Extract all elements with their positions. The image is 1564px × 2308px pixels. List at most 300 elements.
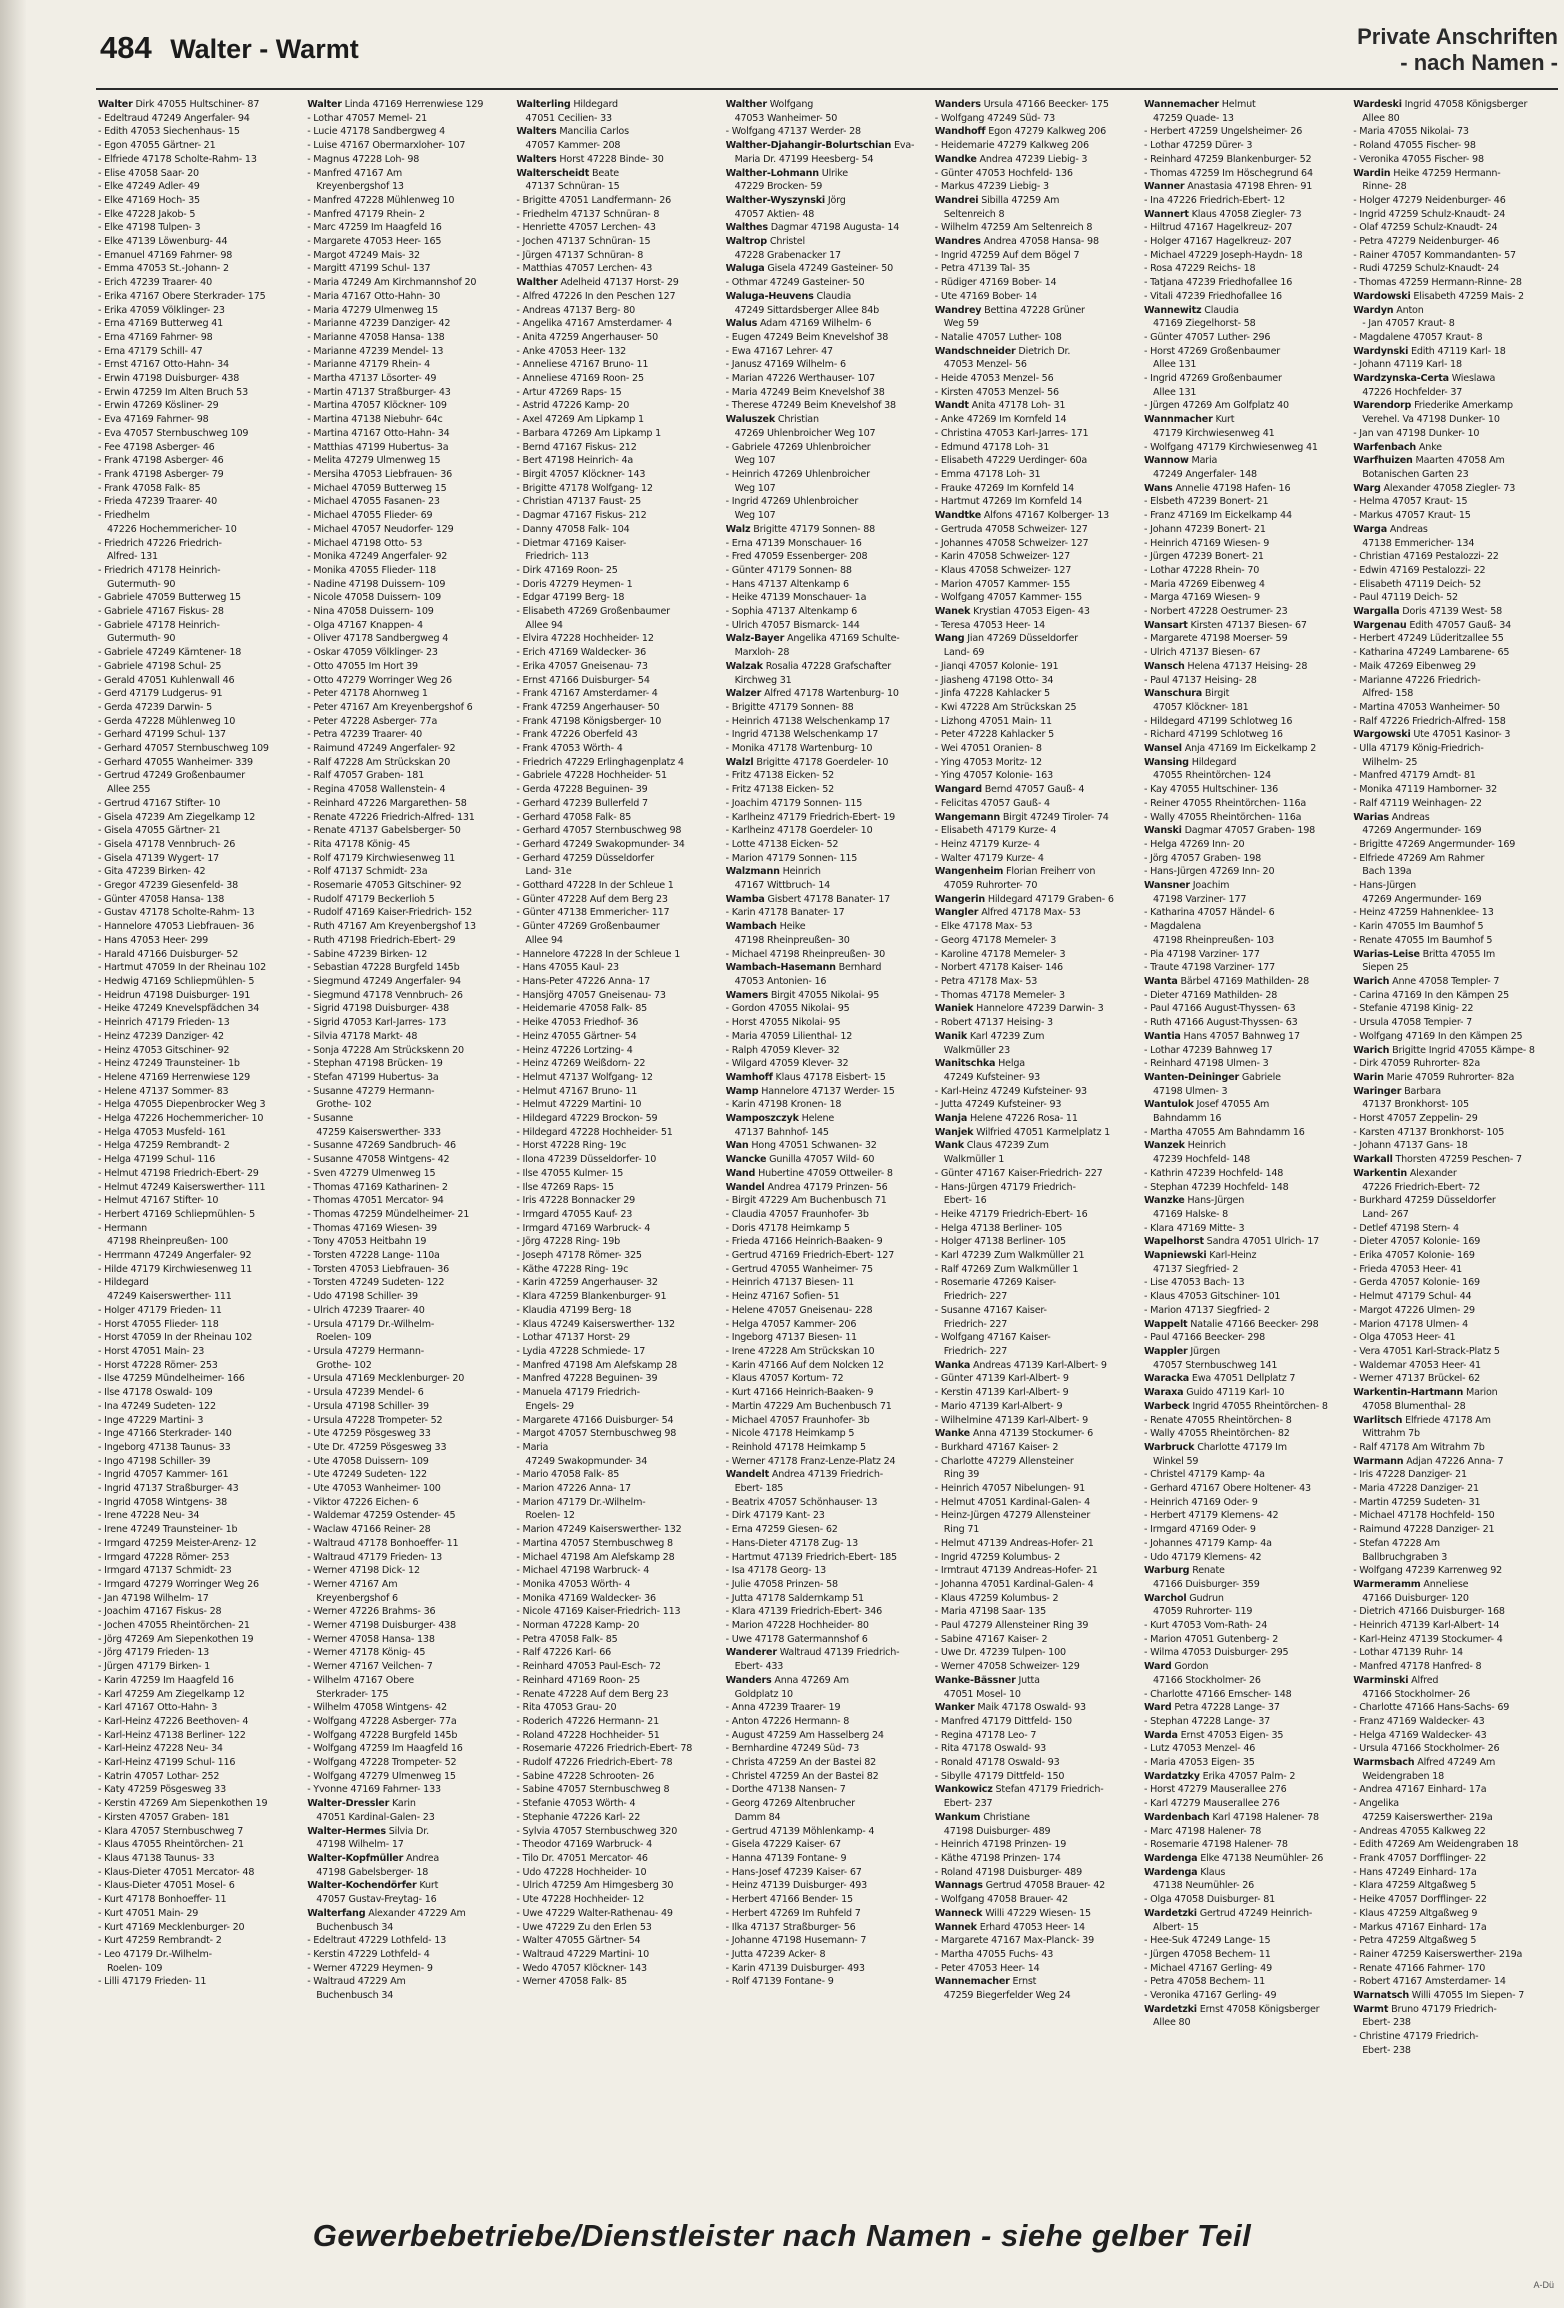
entry-text: - Michael 47198 Rheinpreußen- 30 (725, 948, 886, 960)
entry-text: - Herbert 47179 Klemens- 42 (1144, 1510, 1279, 1522)
listing-entry (98, 1427, 306, 1441)
surname: Walther-Lohmann (725, 167, 819, 179)
entry-text: - Marc 47198 Halener- 78 (1144, 1825, 1262, 1837)
entry-text: - Gisela 47055 Gärtner- 21 (98, 825, 221, 837)
entry-text: - Monika 47249 Angerfaler- 92 (307, 551, 448, 563)
listing-entry (307, 893, 515, 907)
listing-entry (726, 1263, 934, 1277)
entry-continuation (935, 1153, 1143, 1167)
directory-column-7 (1353, 98, 1560, 2210)
entry-text: 47137 Bronkhorst- 105 (1362, 1099, 1469, 1111)
entry-text: Claudia (813, 290, 852, 302)
listing-entry (307, 920, 515, 934)
listing-entry (1144, 331, 1352, 345)
entry-continuation (726, 454, 934, 468)
listing-entry (1144, 1304, 1352, 1318)
listing-entry (726, 605, 934, 619)
entry-text: - Friedrich 47226 Friedrich- (98, 537, 222, 549)
entry-text: - Susanne 47279 Hermann- (307, 1085, 435, 1097)
listing-entry (726, 564, 934, 578)
entry-text: - Heinz 47259 Hahnenklee- 13 (1353, 907, 1494, 919)
surname: Wanten-Deininger (1144, 1071, 1240, 1083)
entry-continuation (307, 1126, 515, 1140)
entry-text: - Susanne 47058 Wintgens- 42 (307, 1154, 450, 1166)
entry-text: - Veronika 47167 Gerling- 49 (1144, 1990, 1277, 2002)
surname: Warkall (1353, 1154, 1393, 1166)
surname: Warmeramm (1353, 1578, 1421, 1590)
entry-continuation (1353, 1098, 1560, 1112)
entry-continuation (1353, 468, 1560, 482)
entry-text: - Reinhard 47226 Margarethen- 58 (307, 797, 467, 809)
listing-entry (935, 797, 1143, 811)
entry-text: - Ursula 47239 Mendel- 6 (307, 1387, 424, 1399)
surname: Warfhuizen (1353, 455, 1413, 467)
entry-text: Hannelore 47137 Werder- 15 (758, 1085, 895, 1097)
entry-text: - Wolfgang 47239 Karrenweg 92 (1353, 1565, 1503, 1577)
surname-entry (935, 125, 1143, 139)
surname: Warburg (1144, 1565, 1190, 1577)
listing-entry (935, 1934, 1143, 1948)
surname: Warbeck (1144, 1400, 1190, 1412)
entry-text: - Martina 47138 Niebuhr- 64c (307, 414, 443, 426)
entry-text: - Roland 47198 Duisburger- 489 (934, 1866, 1082, 1878)
entry-continuation (935, 1688, 1143, 1702)
listing-entry (935, 262, 1143, 276)
surname-entry (726, 139, 934, 153)
entry-text: - Tatjana 47239 Friedhofallee 16 (1144, 277, 1293, 289)
entry-text: Anna 47269 Am (771, 1674, 849, 1686)
listing-entry (307, 1729, 515, 1743)
listing-entry (1144, 276, 1352, 290)
listing-entry (1144, 961, 1352, 975)
entry-text: - Jörg 47269 Am Siepenkothen 19 (98, 1633, 254, 1645)
surname: Wardetzki (1144, 2003, 1197, 2015)
surname: Walterling (516, 99, 571, 110)
surname-entry (1353, 1674, 1560, 1688)
listing-entry (935, 372, 1143, 386)
entry-text: Jian 47269 Düsseldorfer (964, 633, 1078, 645)
listing-entry (516, 1879, 724, 1893)
listing-entry (726, 1797, 934, 1811)
entry-text: - Peter 47178 Ahornweg 1 (307, 688, 428, 700)
entry-text: 47138 Neumühler- 26 (1153, 1880, 1255, 1892)
entry-text: - Matthias 47199 Hubertus- 3a (307, 441, 449, 453)
listing-entry (726, 1893, 934, 1907)
entry-text: - Helga 47226 Hochemmericher- 10 (98, 1113, 264, 1125)
surname-entry (1353, 605, 1560, 619)
surname-entry (1353, 1386, 1560, 1400)
surname-entry (726, 1646, 934, 1660)
listing-entry (1144, 865, 1352, 879)
listing-entry (935, 1619, 1143, 1633)
entry-text: - Kurt 47166 Heinrich-Baaken- 9 (725, 1387, 874, 1399)
listing-entry (516, 1934, 724, 1948)
surname: Warkentin-Hartmann (1353, 1387, 1464, 1399)
entry-text: 47226 Friedrich-Ebert- 72 (1362, 1181, 1481, 1193)
entry-text: - Ingrid 47138 Welschenkamp 17 (725, 729, 879, 741)
surname-entry (1144, 1345, 1352, 1359)
entry-text: - Petra 47139 Tal- 35 (934, 263, 1031, 275)
entry-text: - Manfred 47228 Beguinen- 39 (516, 1373, 658, 1385)
surname: Wanzek (1144, 1140, 1185, 1152)
listing-entry (516, 537, 724, 551)
entry-text: - Karl-Heinz 47138 Berliner- 122 (98, 1729, 246, 1741)
entry-text: - Gerhard 47167 Obere Holtener- 43 (1144, 1483, 1311, 1495)
listing-entry (935, 482, 1143, 496)
listing-entry (726, 769, 934, 783)
page-number: 484 (100, 30, 152, 65)
listing-entry (935, 249, 1143, 263)
entry-text: - Detlef 47198 Stern- 4 (1353, 1222, 1459, 1234)
listing-entry (1353, 701, 1560, 715)
listing-entry (1144, 399, 1352, 413)
listing-entry (516, 1263, 724, 1277)
entry-text: - Frank 47198 Asberger- 46 (98, 455, 224, 467)
listing-entry (935, 1235, 1143, 1249)
listing-entry (516, 1030, 724, 1044)
listing-entry (1144, 1057, 1352, 1071)
entry-text: - Magnus 47228 Loh- 98 (307, 153, 420, 165)
listing-entry (516, 852, 724, 866)
surname-entry (1353, 304, 1560, 318)
entry-text: Alfred 47178 Wartenburg- 10 (761, 688, 899, 700)
listing-entry (516, 262, 724, 276)
surname-entry (726, 262, 934, 276)
listing-entry (726, 550, 934, 564)
listing-entry (98, 1057, 306, 1071)
listing-entry (307, 906, 515, 920)
entry-text: Birgit 47249 Tiroler- 74 (1000, 811, 1109, 823)
entry-text: - Traute 47198 Varziner- 177 (1144, 962, 1276, 974)
listing-entry (516, 1071, 724, 1085)
listing-entry (726, 906, 934, 920)
entry-text: - Johannes 47058 Schweizer- 127 (934, 537, 1089, 549)
entry-text: Alfred (1408, 1674, 1439, 1686)
surname: Wandrey (934, 304, 982, 316)
listing-entry (98, 1756, 306, 1770)
entry-text: Brigitte 47178 Goerdeler- 10 (753, 756, 889, 768)
listing-entry (726, 1359, 934, 1373)
directory-column-2 (307, 98, 515, 2210)
listing-entry (516, 399, 724, 413)
listing-entry (307, 674, 515, 688)
listing-entry (726, 1290, 934, 1304)
entry-text: - Paul 47166 Beecker- 298 (1144, 1332, 1266, 1344)
entry-continuation (1144, 1153, 1352, 1167)
entry-text: Sibilla 47259 Am (978, 194, 1060, 206)
entry-continuation (1144, 1455, 1352, 1469)
entry-text: - Stefan 47228 Am (1353, 1537, 1440, 1549)
entry-text: Dagmar 47057 Graben- 198 (1181, 825, 1316, 837)
entry-text: - Ingrid 47259 Auf dem Bögel 7 (934, 249, 1080, 261)
surname-entry (1144, 98, 1352, 112)
listing-entry (307, 961, 515, 975)
listing-entry (98, 290, 306, 304)
entry-text: Helmut (1218, 99, 1256, 110)
entry-text: - Klara 47139 Friedrich-Ebert- 346 (725, 1606, 883, 1618)
entry-text: - Raimund 47228 Danziger- 21 (1353, 1524, 1495, 1536)
surname: Wardenbach (1144, 1811, 1210, 1823)
listing-entry (1353, 1962, 1560, 1976)
listing-entry (516, 1975, 724, 1989)
entry-text: - Rita 47178 Oswald- 93 (934, 1743, 1047, 1755)
entry-text: - Monika 47169 Waldecker- 36 (516, 1592, 656, 1604)
listing-entry (935, 1729, 1143, 1743)
listing-entry (516, 1893, 724, 1907)
entry-text: - Wedo 47057 Klöckner- 143 (516, 1962, 647, 1974)
entry-text: - Marianne 47239 Danziger- 42 (307, 318, 451, 330)
entry-text: - Ute 47228 Hochheider- 12 (516, 1894, 645, 1906)
listing-entry (726, 1222, 934, 1236)
listing-entry (726, 1838, 934, 1852)
surname: Wannert (1144, 208, 1189, 220)
listing-entry (307, 1715, 515, 1729)
listing-entry (98, 1194, 306, 1208)
listing-entry (98, 1139, 306, 1153)
listing-entry (516, 632, 724, 646)
listing-entry (935, 454, 1143, 468)
entry-text: - Hartmut 47139 Friedrich-Ebert- 185 (725, 1551, 897, 1563)
entry-text: 47259 Biegerfelder Weg 24 (943, 1990, 1071, 2002)
entry-text: - Helga 47055 Diepenbrocker Weg 3 (98, 1099, 266, 1111)
listing-entry (1353, 852, 1560, 866)
entry-text: - Edmund 47178 Loh- 31 (934, 441, 1050, 453)
entry-text: - Helga 47199 Schul- 116 (98, 1154, 216, 1166)
listing-entry (307, 564, 515, 578)
listing-entry (516, 345, 724, 359)
entry-text: - Heinrich 47269 Uhlenbroicher (725, 468, 870, 480)
listing-entry (1144, 1427, 1352, 1441)
entry-text: - Hildegard 47228 Hochheider- 51 (516, 1126, 673, 1138)
entry-text: - Kathrin 47239 Hochfeld- 148 (1144, 1167, 1284, 1179)
listing-entry (98, 660, 306, 674)
entry-text: - Gisela 47229 Kaiser- 67 (725, 1839, 841, 1851)
surname: Wargenau (1353, 619, 1407, 631)
entry-text: - Teresa 47053 Heer- 14 (934, 619, 1046, 631)
entry-text: 47198 Wilhelm- 17 (316, 1839, 404, 1851)
entry-text: Gisbert 47178 Banater- 17 (764, 893, 891, 905)
listing-entry (1353, 1057, 1560, 1071)
entry-text: Alexander (1407, 1167, 1457, 1179)
listing-entry (1144, 509, 1352, 523)
listing-entry (1144, 1646, 1352, 1660)
entry-text: - Gita 47239 Birken- 42 (98, 866, 206, 878)
entry-text: - Manfred 47179 Arndt- 81 (1353, 770, 1476, 782)
listing-entry (935, 1098, 1143, 1112)
entry-text: - Gotthard 47228 In der Schleue 1 (516, 880, 674, 892)
entry-continuation (726, 249, 934, 263)
entry-text: 47198 Rheinpreußen- 103 (1153, 934, 1275, 946)
listing-entry (1353, 1318, 1560, 1332)
listing-entry (1144, 1276, 1352, 1290)
listing-entry (935, 728, 1143, 742)
entry-text: - Magdalena (1144, 921, 1202, 933)
entry-text: - Stephan 47228 Lange- 37 (1144, 1715, 1271, 1727)
entry-text: - Ina 47249 Sudeten- 122 (98, 1400, 216, 1412)
surname-entry (726, 893, 934, 907)
entry-text: - Erwin 47259 Im Alten Bruch 53 (98, 386, 248, 398)
entry-continuation (1353, 961, 1560, 975)
listing-entry (935, 1400, 1143, 1414)
entry-text: - Udo 47179 Klemens- 42 (1144, 1551, 1262, 1563)
listing-entry (307, 317, 515, 331)
listing-entry (726, 838, 934, 852)
entry-text: Ernst (1009, 1976, 1037, 1988)
entry-continuation (1144, 358, 1352, 372)
listing-entry (98, 345, 306, 359)
listing-entry (935, 1633, 1143, 1647)
surname: Wank (934, 1140, 964, 1152)
entry-text: - Elise 47058 Saar- 20 (98, 167, 199, 179)
listing-entry (307, 1441, 515, 1455)
entry-text: - Horst 47055 Nikolai- 95 (725, 1017, 841, 1029)
listing-entry (516, 1222, 724, 1236)
surname: Walter-Dressler (307, 1798, 390, 1810)
entry-text: - Jürgen 47179 Birken- 1 (98, 1661, 211, 1673)
listing-entry (516, 1592, 724, 1606)
entry-text: Weg 59 (943, 318, 979, 330)
listing-entry (516, 701, 724, 715)
listing-entry (98, 1797, 306, 1811)
entry-text: 47166 Stockholmer- 26 (1153, 1674, 1261, 1686)
listing-entry (307, 632, 515, 646)
entry-text: - Janusz 47169 Wilhelm- 6 (725, 359, 846, 371)
entry-text: - Karin 47055 Im Baumhof 5 (1353, 921, 1484, 933)
listing-entry (935, 920, 1143, 934)
listing-entry (935, 523, 1143, 537)
entry-continuation (935, 208, 1143, 222)
listing-entry (726, 852, 934, 866)
listing-entry (98, 1263, 306, 1277)
listing-entry (307, 427, 515, 441)
entry-text: - Elisabeth 47179 Kurze- 4 (934, 825, 1057, 837)
listing-entry (307, 249, 515, 263)
entry-text: 47138 Emmericher- 134 (1362, 537, 1475, 549)
entry-text: Barbara (1401, 1085, 1441, 1097)
entry-text: - Frieda 47053 Heer- 41 (1353, 1263, 1463, 1275)
surname: Wannemacher (1144, 99, 1219, 110)
surname: Wankum (934, 1811, 981, 1823)
entry-text: - Elisabeth 47269 Großenbaumer (516, 606, 670, 618)
entry-text: - Gertrud 47169 Friedrich-Ebert- 127 (725, 1250, 895, 1262)
surname-entry (726, 98, 934, 112)
entry-text: - Gisela 47178 Vennbruch- 26 (98, 838, 236, 850)
listing-entry (516, 1729, 724, 1743)
entry-continuation (726, 1482, 934, 1496)
listing-entry (935, 674, 1143, 688)
entry-continuation (1144, 468, 1352, 482)
entry-text: Andrea 47058 Hansa- 98 (980, 236, 1099, 248)
entry-text: - Marc 47259 Im Haagfeld 16 (307, 222, 442, 234)
entry-text: Grothe- 102 (316, 1359, 372, 1371)
surname-entry (1353, 1578, 1560, 1592)
entry-text: Land- 267 (1362, 1208, 1409, 1220)
entry-text: - Dorthe 47138 Nansen- 7 (725, 1784, 846, 1796)
listing-entry (98, 1372, 306, 1386)
entry-continuation (516, 619, 724, 633)
listing-entry (516, 1427, 724, 1441)
entry-text: - Gabriele 47198 Schul- 25 (98, 660, 222, 672)
entry-text: - Heinz 47226 Lortzing- 4 (516, 1044, 633, 1056)
entry-text: - Erwin 47269 Kösliner- 29 (98, 400, 219, 412)
listing-entry (1353, 1112, 1560, 1126)
entry-text: - Horst 47279 Mauserallee 276 (1144, 1784, 1287, 1796)
listing-entry (726, 1907, 934, 1921)
entry-continuation (726, 509, 934, 523)
entry-text: 47053 Menzel- 56 (943, 359, 1027, 371)
entry-text: - Ralf 47178 Am Witrahm 7b (1353, 1441, 1485, 1453)
entry-text: 47137 Siegfried- 2 (1153, 1263, 1239, 1275)
listing-entry (98, 879, 306, 893)
entry-text: - Irmgard 47279 Worringer Weg 26 (98, 1578, 259, 1590)
entry-text: - Klaus 47055 Rheintörchen- 21 (98, 1839, 244, 1851)
surname-entry (726, 413, 934, 427)
entry-text: - Martina 47057 Klöckner- 109 (307, 400, 447, 412)
listing-entry (516, 824, 724, 838)
listing-entry (307, 1468, 515, 1482)
entry-text: - Ursula 47058 Tempier- 7 (1353, 1017, 1472, 1029)
listing-entry (516, 1619, 724, 1633)
surname: Warlitsch (1353, 1414, 1403, 1426)
entry-text: - Gerhard 47239 Bullerfeld 7 (516, 797, 648, 809)
listing-entry (1144, 1551, 1352, 1565)
entry-text: - Rolf 47179 Kirchwiesenweg 11 (307, 852, 456, 864)
surname-entry (1144, 1866, 1352, 1880)
listing-entry (1144, 1181, 1352, 1195)
listing-entry (935, 578, 1143, 592)
entry-text: - Jörg 47228 Ring- 19b (516, 1236, 620, 1248)
listing-entry (1353, 742, 1560, 756)
listing-entry (98, 674, 306, 688)
entry-text: Anja 47169 Im Eickelkamp 2 (1181, 743, 1317, 755)
entry-text: - Jinfa 47228 Kahlacker 5 (934, 688, 1050, 700)
listing-entry (726, 1318, 934, 1332)
entry-text: Adam 47169 Wilhelm- 6 (757, 318, 872, 330)
listing-entry (726, 1427, 934, 1441)
listing-entry (98, 1701, 306, 1715)
listing-entry (516, 1605, 724, 1619)
listing-entry (98, 1345, 306, 1359)
entry-text: - Michael 47198 Warbruck- 4 (516, 1565, 650, 1577)
entry-text: - Klaus 47259 Altgaßweg 9 (1353, 1907, 1478, 1919)
listing-entry (307, 1044, 515, 1058)
listing-entry (1353, 235, 1560, 249)
entry-continuation (1353, 1181, 1560, 1195)
listing-entry (98, 1742, 306, 1756)
entry-continuation (726, 427, 934, 441)
entry-text: - Gertruda 47058 Schweizer- 127 (934, 523, 1088, 535)
listing-entry (726, 1605, 934, 1619)
entry-text: - Heike 47179 Friedrich-Ebert- 16 (934, 1208, 1088, 1220)
entry-text: - Sabine 47167 Kaiser- 2 (934, 1633, 1048, 1645)
section-title (1357, 24, 1558, 76)
entry-text: Heike (776, 921, 806, 933)
listing-entry (1144, 139, 1352, 153)
entry-text: - Hannelore 47228 In der Schleue 1 (516, 948, 681, 960)
entry-text: - Manfred 47228 Mühlenweg 10 (307, 194, 455, 206)
listing-entry (307, 125, 515, 139)
entry-text: Allee 94 (525, 934, 563, 946)
entry-text: - Stefan 47199 Hubertus- 3a (307, 1071, 439, 1083)
listing-entry (726, 1002, 934, 1016)
listing-entry (516, 482, 724, 496)
entry-text: Verehel. Va 47198 Dunker- 10 (1362, 414, 1500, 426)
listing-entry (516, 1674, 724, 1688)
surname: Walther (516, 277, 558, 289)
listing-entry (98, 1674, 306, 1688)
listing-entry (307, 153, 515, 167)
surname: Walter-Kochendörfer (307, 1880, 417, 1892)
